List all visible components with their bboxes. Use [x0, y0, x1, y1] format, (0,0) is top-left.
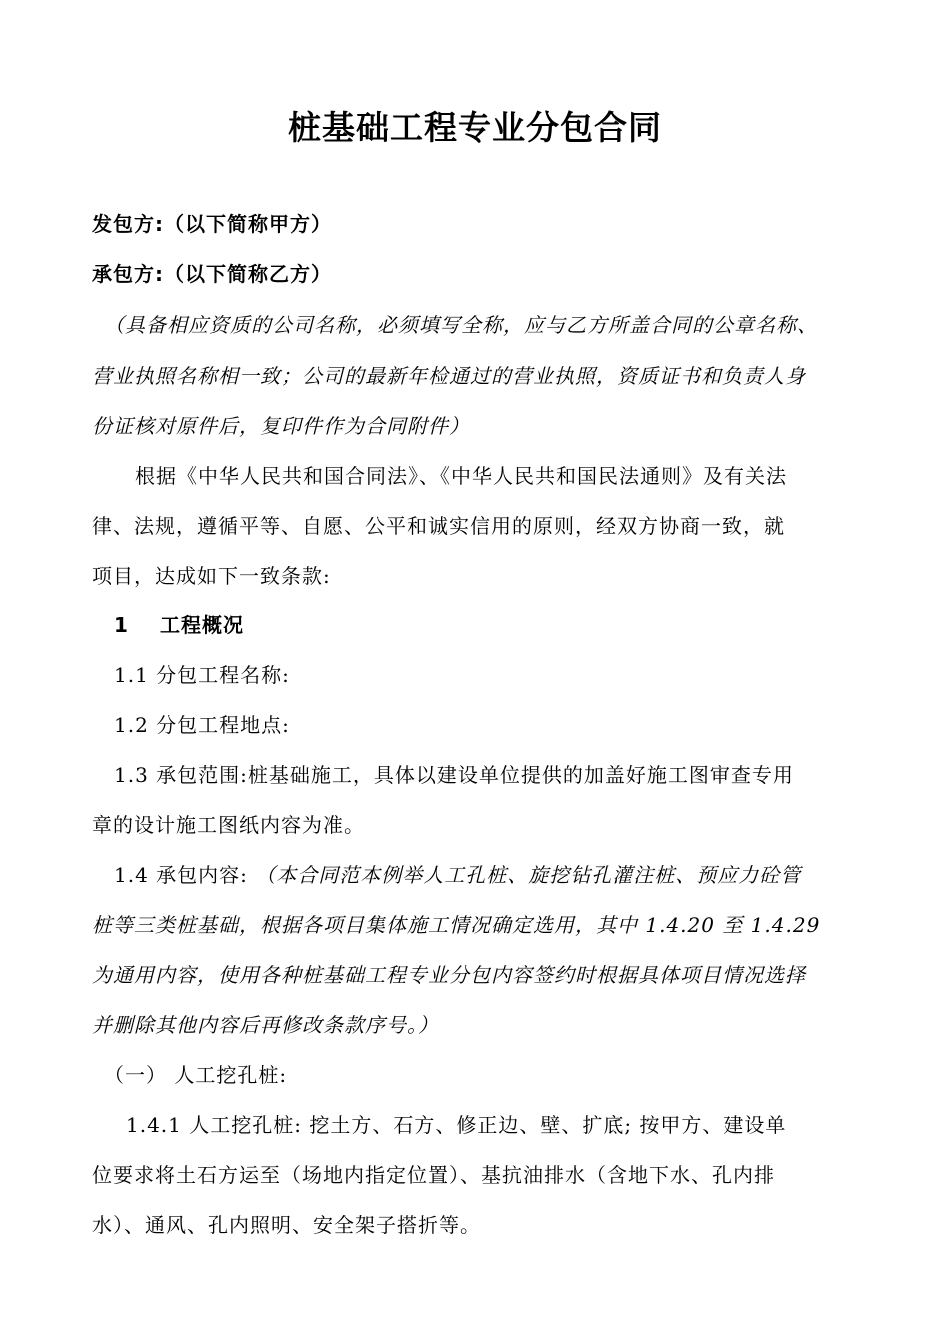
item-1-3-line-1: 1.3 承包范围:桩基础施工，具体以建设单位提供的加盖好施工图审查专用 — [114, 763, 794, 787]
section-1-title: 工程概况 — [160, 613, 244, 637]
preamble-line-1: 根据《中华人民共和国合同法》、《中华人民共和国民法通则》及有关法 — [135, 464, 787, 488]
item-1-4-line-1 — [114, 850, 868, 900]
item-1-4-line-4: 并删除其他内容后再修改条款序号。） — [92, 1013, 439, 1037]
party-a-line: 发包方:（以下简称甲方） — [92, 212, 332, 236]
subsection-manual-pile: （一） 人工挖孔桩: — [104, 1063, 288, 1087]
party-b-line: 承包方:（以下简称乙方） — [92, 262, 332, 286]
note-line-1: （具备相应资质的公司名称，必须填写全称，应与乙方所盖合同的公章名称、 — [104, 313, 818, 337]
item-1-4-1-line-1: 1.4.1 人工挖孔桩: 挖土方、石方、修正边、壁、扩底; 按甲方、建设单 — [126, 1113, 787, 1137]
item-1-4-line-3: 为通用内容，使用各种桩基础工程专业分包内容签约时根据具体项目情况选择 — [92, 963, 806, 987]
section-1-heading — [114, 600, 868, 650]
item-1-2: 1.2 分包工程地点: — [114, 713, 290, 737]
item-1-4-note-1: （本合同范本例举人工孔桩、旋挖钻孔灌注桩、预应力砼管 — [255, 863, 802, 887]
item-1-3-line-2: 章的设计施工图纸内容为准。 — [92, 813, 365, 837]
item-1-4-line-2: 桩等三类桩基础，根据各项目集体施工情况确定选用，其中 1.4.20 至 1.4.29 — [92, 913, 821, 937]
preamble-line-3: 项目，达成如下一致条款: — [92, 564, 331, 588]
preamble-line-2: 律、法规，遵循平等、自愿、公平和诚实信用的原则，经双方协商一致，就 — [92, 514, 785, 538]
item-1-4-1-line-2: 位要求将土石方运至（场地内指定位置）、基抗油排水（含地下水、孔内排 — [92, 1163, 775, 1187]
item-1-4-1-line-3: 水）、通风、孔内照明、安全架子搭折等。 — [92, 1213, 481, 1237]
document-title: 桩基础工程专业分包合同 — [288, 108, 662, 147]
section-1-number: 1 — [114, 613, 129, 637]
item-1-1: 1.1 分包工程名称: — [114, 663, 290, 687]
item-1-4-label: 1.4 承包内容: — [114, 863, 256, 887]
note-line-3: 份证核对原件后，复印件作为合同附件） — [92, 414, 470, 438]
note-line-2: 营业执照名称相一致；公司的最新年检通过的营业执照，资质证书和负责人身 — [92, 364, 806, 388]
